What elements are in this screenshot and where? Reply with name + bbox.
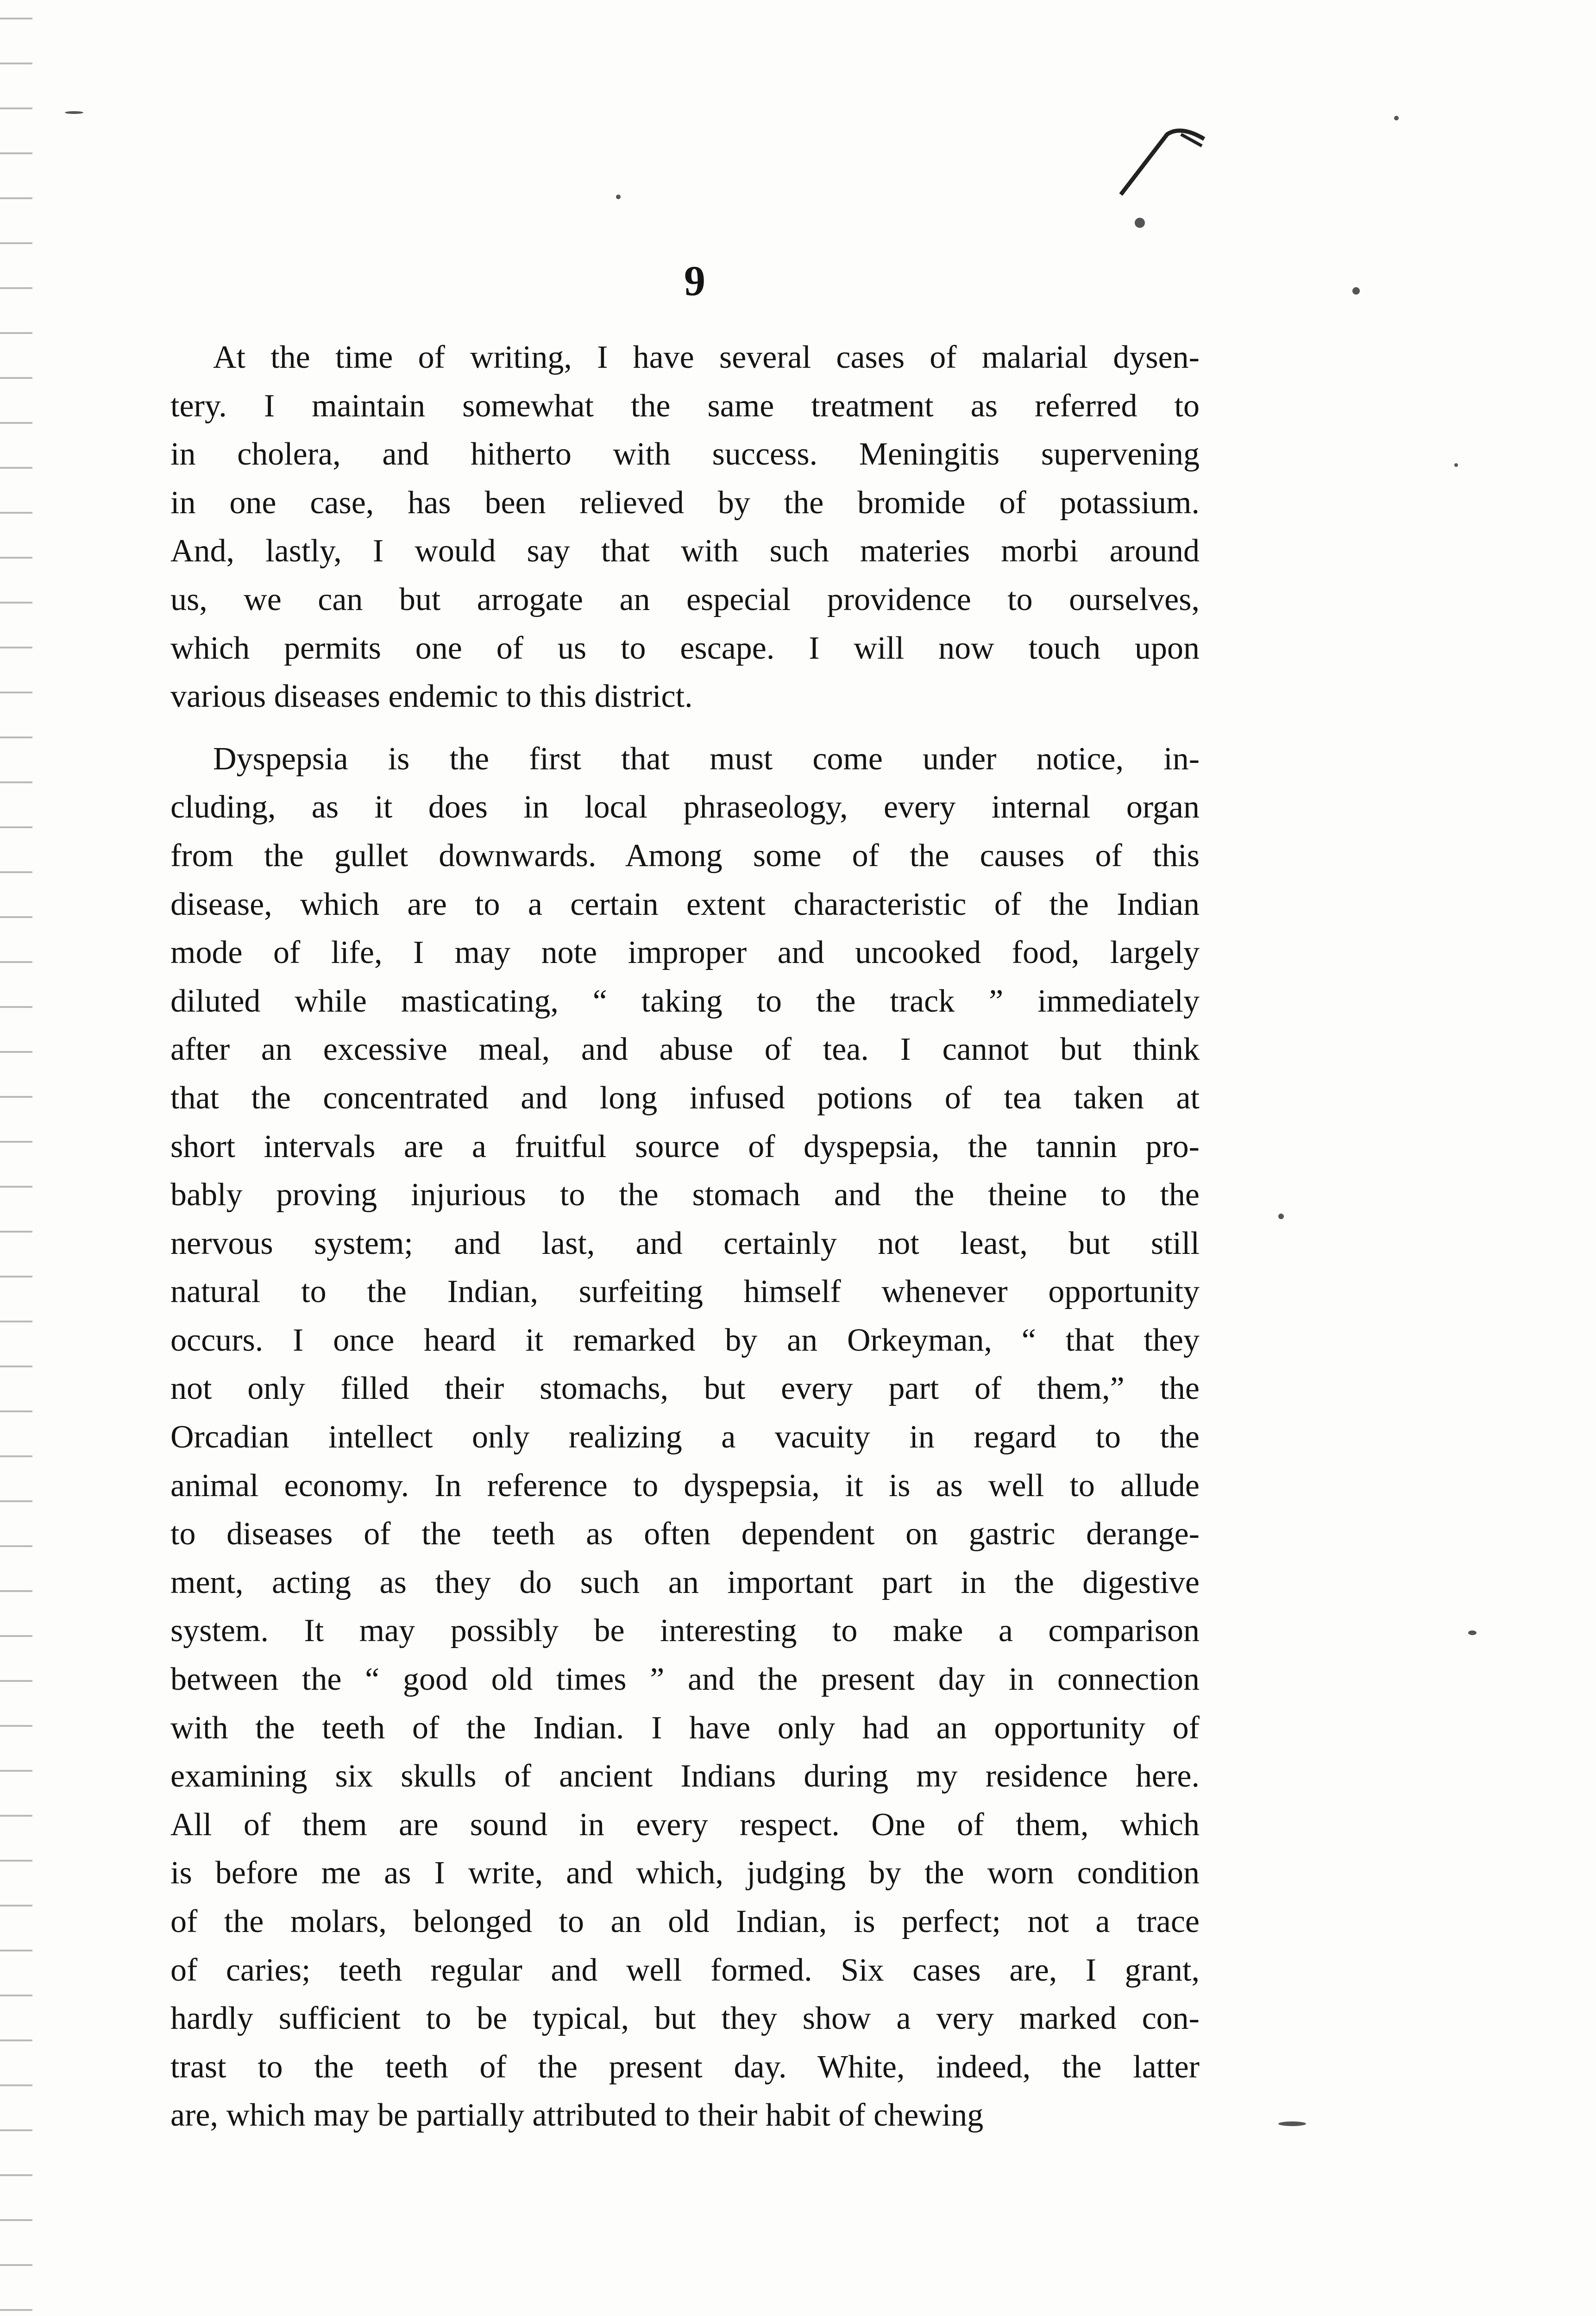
scan-margin-noise [0, 0, 32, 2316]
text-line: Dyspepsia is the first that must come under notice, in- [213, 741, 1200, 777]
pencil-mark-icon [1112, 116, 1213, 208]
scan-speck [1278, 1214, 1284, 1219]
text-line: animal economy. In reference to dyspepsia, it is as well to allude [170, 1467, 1200, 1504]
scan-speck [65, 111, 83, 114]
text-line: not only filled their stomachs, but every part of them,” the [170, 1371, 1200, 1407]
text-line: diluted while masticating, “ taking to the track ” immediately [170, 983, 1200, 1019]
text-line: nervous system; and last, and certainly not least, but still [170, 1225, 1200, 1261]
scan-speck [1135, 218, 1145, 228]
text-line: trast to the teeth of the present day. White, indeed, the latter [170, 2049, 1200, 2085]
text-line: short intervals are a fruitful source of dyspepsia, the tannin pro- [170, 1128, 1200, 1164]
text-line: that the concentrated and long infused potions of tea taken at [170, 1080, 1200, 1116]
paragraph [170, 334, 1200, 721]
text-line: natural to the Indian, surfeiting himself whenever opportunity [170, 1274, 1200, 1310]
text-line: various diseases endemic to this district. [170, 679, 693, 715]
text-line: to diseases of the teeth as often dependent on gastric derange- [170, 1516, 1200, 1552]
text-line: examining six skulls of ancient Indians during my residence here. [170, 1758, 1200, 1794]
text-line: in one case, has been relieved by the bromide of potassium. [170, 485, 1200, 521]
text-line: between the “ good old times ” and the present day in connection [170, 1661, 1200, 1698]
text-line: us, we can but arrogate an especial providence to ourselves, [170, 581, 1200, 617]
text-line: ment, acting as they do such an important part in the digestive [170, 1564, 1200, 1600]
paragraph-gap [170, 721, 1200, 735]
text-line: And, lastly, I would say that with such materies morbi around [170, 533, 1200, 569]
text-line: is before me as I write, and which, judging by the worn condition [170, 1855, 1200, 1891]
text-line: mode of life, I may note improper and uncooked food, largely [170, 935, 1200, 971]
text-line: All of them are sound in every respect. One of them, which [170, 1806, 1200, 1843]
text-line: tery. I maintain somewhat the same treatment as referred to [170, 388, 1200, 424]
paragraph [170, 735, 1200, 2140]
text-line: in cholera, and hitherto with success. Meningitis supervening [170, 436, 1200, 472]
scan-speck [1352, 287, 1360, 295]
text-line: are, which may be partially attributed to their habit of chewing [170, 2097, 984, 2133]
text-line: system. It may possibly be interesting to make a comparison [170, 1613, 1200, 1649]
text-line: disease, which are to a certain extent characteristic of the Indian [170, 886, 1200, 922]
text-line: Orcadian intellect only realizing a vacuity in regard to the [170, 1419, 1200, 1455]
text-line: from the gullet downwards. Among some of the causes of this [170, 837, 1200, 874]
scan-speck [1278, 2121, 1306, 2126]
text-line: of the molars, belonged to an old Indian, is perfect; not a trace [170, 1904, 1200, 1939]
scan-speck [1454, 463, 1458, 467]
body-text [170, 334, 1200, 2140]
text-line: occurs. I once heard it remarked by an Orkeyman, “ that they [170, 1322, 1200, 1358]
scan-speck [1394, 116, 1399, 120]
text-line: of caries; teeth regular and well formed. Six cases are, I grant, [170, 1952, 1200, 1988]
text-line: which permits one of us to escape. I will now touch upon [170, 630, 1200, 666]
text-line: with the teeth of the Indian. I have only had an opportunity of [170, 1710, 1200, 1746]
text-line: bably proving injurious to the stomach and the theine to the [170, 1177, 1200, 1213]
scan-speck [1468, 1630, 1477, 1635]
text-line: cluding, as it does in local phraseology, every internal organ [170, 789, 1200, 825]
text-line: hardly sufficient to be typical, but they show a very marked con- [170, 2001, 1200, 2037]
scan-speck [616, 195, 621, 199]
page-number: 9 [684, 257, 705, 304]
text-line: At the time of writing, I have several cases of malarial dysen- [213, 340, 1200, 375]
text-line: after an excessive meal, and abuse of tea. I cannot but think [170, 1032, 1200, 1068]
